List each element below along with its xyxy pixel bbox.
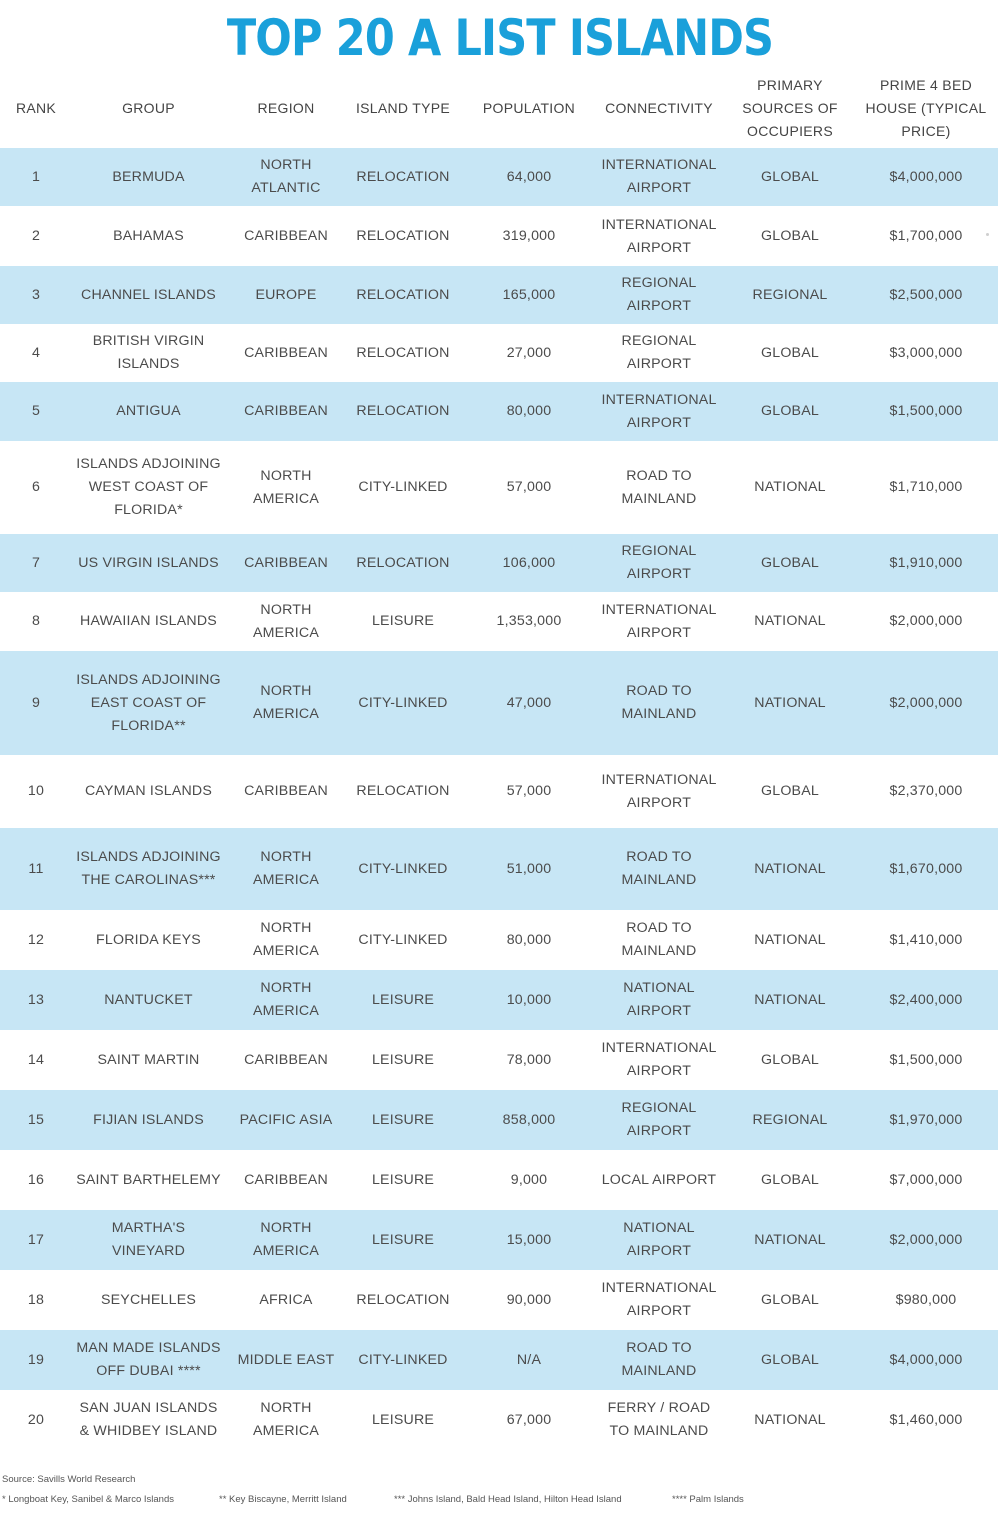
sources-cell: GLOBAL <box>761 1351 819 1368</box>
price-cell: $1,910,000 <box>889 554 963 571</box>
island-type-cell: RELOCATION <box>356 168 450 185</box>
population-cell: 319,000 <box>502 228 556 244</box>
island-type-cell: RELOCATION <box>356 783 450 799</box>
island-type-cell: CITY-LINKED <box>358 479 448 495</box>
rank-cell: 8 <box>31 613 41 629</box>
population-cell: 10,000 <box>506 991 552 1008</box>
sources-cell: GLOBAL <box>761 1171 819 1188</box>
sources-cell: GLOBAL <box>761 228 819 244</box>
table-row <box>0 382 998 441</box>
rank-cell: 19 <box>27 1351 45 1368</box>
group-cell: US VIRGIN ISLANDS <box>78 554 219 571</box>
island-type-cell: RELOCATION <box>356 554 450 571</box>
sources-cell: GLOBAL <box>761 1291 819 1308</box>
footnotes <box>2 1494 992 1508</box>
island-type-cell: LEISURE <box>371 1231 435 1248</box>
connectivity-cell: INTERNATIONAL AIRPORT <box>601 391 717 431</box>
group-cell: ISLANDS ADJOINING THE CAROLINAS*** <box>76 849 221 888</box>
table-header <box>0 70 1000 146</box>
connectivity-cell: ROAD TO MAINLAND <box>621 1340 697 1379</box>
table-row <box>0 1030 998 1090</box>
region-cell: NORTH AMERICA <box>252 849 320 888</box>
region-cell: AFRICA <box>259 1291 313 1308</box>
island-type-cell: RELOCATION <box>356 1291 450 1308</box>
group-cell: MAN MADE ISLANDS OFF DUBAI **** <box>76 1340 221 1379</box>
footnote-3: *** Johns Island, Bald Head Island, Hilton Head Island <box>394 1494 622 1505</box>
rank-cell: 11 <box>28 860 44 877</box>
connectivity-cell: REGIONAL AIRPORT <box>621 543 697 582</box>
connectivity-cell: INTERNATIONAL AIRPORT <box>601 157 717 196</box>
price-cell: $2,370,000 <box>889 783 963 799</box>
island-type-cell: LEISURE <box>371 613 435 629</box>
table-row <box>0 1150 998 1210</box>
table-row <box>0 324 998 382</box>
group-cell: SAINT BARTHELEMY <box>76 1171 221 1188</box>
rank-cell: 7 <box>31 554 41 571</box>
price-cell: $1,410,000 <box>889 931 963 948</box>
price-cell: $2,000,000 <box>889 1231 963 1248</box>
region-cell: CARIBBEAN <box>244 403 328 419</box>
population-cell: 47,000 <box>506 694 552 711</box>
region-cell: CARIBBEAN <box>244 1051 328 1068</box>
connectivity-cell: INTERNATIONAL AIRPORT <box>601 601 717 641</box>
table-row <box>0 148 998 206</box>
region-cell: CARIBBEAN <box>244 1171 328 1188</box>
group-cell: BAHAMAS <box>113 228 184 244</box>
group-cell: BRITISH VIRGIN ISLANDS <box>92 333 205 372</box>
connectivity-cell: ROAD TO MAINLAND <box>621 920 697 959</box>
header-prime-price: PRIME 4 BED HOUSE (TYPICAL PRICE) <box>865 76 987 139</box>
population-cell: 9,000 <box>510 1171 548 1188</box>
group-cell: SEYCHELLES <box>100 1291 197 1308</box>
group-cell: BERMUDA <box>112 168 185 185</box>
region-cell: CARIBBEAN <box>244 228 328 244</box>
connectivity-cell: NATIONAL AIRPORT <box>623 980 695 1019</box>
page-title: TOP 20 A LIST ISLANDS <box>226 9 774 67</box>
group-cell: CHANNEL ISLANDS <box>81 286 216 303</box>
region-cell: NORTH AMERICA <box>252 920 320 959</box>
population-cell: N/A <box>516 1351 542 1368</box>
group-cell: HAWAIIAN ISLANDS <box>80 613 217 629</box>
table-row <box>0 1090 998 1150</box>
region-cell: NORTH AMERICA <box>252 980 320 1019</box>
group-cell: ISLANDS ADJOINING EAST COAST OF FLORIDA** <box>76 671 221 734</box>
table-row <box>0 207 998 266</box>
group-cell: NANTUCKET <box>104 991 193 1008</box>
region-cell: NORTH ATLANTIC <box>251 157 321 196</box>
population-cell: 57,000 <box>506 479 552 495</box>
sources-cell: NATIONAL <box>754 1231 826 1248</box>
connectivity-cell: REGIONAL AIRPORT <box>621 333 697 372</box>
connectivity-cell: INTERNATIONAL AIRPORT <box>601 1280 717 1319</box>
header-group: GROUP <box>122 99 175 116</box>
rank-cell: 1 <box>31 168 41 185</box>
table-row <box>0 266 998 324</box>
connectivity-cell: LOCAL AIRPORT <box>601 1171 717 1188</box>
price-cell: $4,000,000 <box>889 168 963 185</box>
table-row <box>0 1210 998 1270</box>
sources-cell: GLOBAL <box>761 168 819 185</box>
table-row <box>0 651 998 755</box>
sources-cell: NATIONAL <box>754 479 826 495</box>
population-cell: 80,000 <box>506 931 552 948</box>
island-type-cell: LEISURE <box>371 991 435 1008</box>
rank-cell: 20 <box>27 1411 45 1428</box>
table-row <box>0 828 998 910</box>
sources-cell: REGIONAL <box>752 286 828 303</box>
price-cell: $1,970,000 <box>889 1111 963 1128</box>
island-type-cell: LEISURE <box>371 1411 435 1428</box>
island-type-cell: RELOCATION <box>356 344 450 361</box>
rank-cell: 9 <box>31 694 41 711</box>
price-cell: $1,670,000 <box>889 860 963 877</box>
group-cell: FLORIDA KEYS <box>96 931 201 948</box>
header-connectivity: CONNECTIVITY <box>605 99 713 116</box>
region-cell: PACIFIC ASIA <box>239 1111 333 1128</box>
sources-cell: GLOBAL <box>761 403 819 419</box>
rank-cell: 17 <box>27 1231 45 1248</box>
table-row <box>0 441 998 534</box>
region-cell: NORTH AMERICA <box>252 467 320 507</box>
header-island-type: ISLAND TYPE <box>355 99 451 116</box>
region-cell: NORTH AMERICA <box>252 1400 320 1439</box>
region-cell: CARIBBEAN <box>244 783 328 799</box>
rank-cell: 3 <box>31 286 41 303</box>
decorative-dot <box>986 233 989 236</box>
footnote-4: **** Palm Islands <box>672 1494 744 1505</box>
island-type-cell: CITY-LINKED <box>358 860 448 877</box>
population-cell: 15,000 <box>506 1231 552 1248</box>
header-region: REGION <box>257 99 315 116</box>
group-cell: ISLANDS ADJOINING WEST COAST OF FLORIDA* <box>76 456 221 518</box>
group-cell: MARTHA'S VINEYARD <box>111 1220 186 1259</box>
table-row <box>0 1330 998 1390</box>
island-type-cell: CITY-LINKED <box>358 1351 448 1368</box>
region-cell: NORTH AMERICA <box>252 683 320 722</box>
rank-cell: 4 <box>31 344 41 361</box>
island-type-cell: RELOCATION <box>356 228 450 244</box>
island-type-cell: LEISURE <box>371 1051 435 1068</box>
price-cell: $2,000,000 <box>889 613 963 629</box>
sources-cell: GLOBAL <box>761 554 819 571</box>
population-cell: 80,000 <box>506 403 552 419</box>
group-cell: CAYMAN ISLANDS <box>84 783 213 799</box>
island-type-cell: LEISURE <box>371 1111 435 1128</box>
footnote-2: ** Key Biscayne, Merritt Island <box>219 1494 347 1505</box>
table-row <box>0 1390 998 1450</box>
rank-cell: 2 <box>31 228 41 244</box>
population-cell: 51,000 <box>506 860 552 877</box>
connectivity-cell: ROAD TO MAINLAND <box>621 467 697 507</box>
connectivity-cell: REGIONAL AIRPORT <box>621 275 697 314</box>
table-row <box>0 534 998 592</box>
rank-cell: 15 <box>27 1111 45 1128</box>
price-cell: $1,710,000 <box>889 479 963 495</box>
population-cell: 106,000 <box>502 554 556 571</box>
price-cell: $2,500,000 <box>889 286 963 303</box>
sources-cell: GLOBAL <box>761 344 819 361</box>
table-row <box>0 592 998 651</box>
rank-cell: 16 <box>27 1171 45 1188</box>
population-cell: 90,000 <box>506 1291 552 1308</box>
price-cell: $1,500,000 <box>889 403 963 419</box>
price-cell: $1,700,000 <box>889 228 963 244</box>
population-cell: 858,000 <box>502 1111 556 1128</box>
header-primary-sources: PRIMARY SOURCES OF OCCUPIERS <box>742 76 838 139</box>
sources-cell: REGIONAL <box>752 1111 828 1128</box>
region-cell: NORTH AMERICA <box>252 601 320 641</box>
population-cell: 78,000 <box>506 1051 552 1068</box>
population-cell: 67,000 <box>506 1411 552 1428</box>
rank-cell: 6 <box>31 479 41 495</box>
sources-cell: NATIONAL <box>754 613 826 629</box>
footnote-1: * Longboat Key, Sanibel & Marco Islands <box>2 1494 174 1505</box>
island-type-cell: RELOCATION <box>356 286 450 303</box>
group-cell: FIJIAN ISLANDS <box>93 1111 204 1128</box>
rank-cell: 10 <box>27 783 45 799</box>
group-cell: SAN JUAN ISLANDS & WHIDBEY ISLAND <box>79 1400 218 1439</box>
connectivity-cell: FERRY / ROAD TO MAINLAND <box>607 1400 711 1439</box>
price-cell: $7,000,000 <box>889 1171 963 1188</box>
sources-cell: NATIONAL <box>754 860 826 877</box>
region-cell: MIDDLE EAST <box>237 1351 335 1368</box>
sources-cell: NATIONAL <box>754 694 826 711</box>
rank-cell: 18 <box>27 1291 45 1308</box>
price-cell: $4,000,000 <box>889 1351 963 1368</box>
source-note: Source: Savills World Research <box>2 1474 136 1485</box>
population-cell: 1,353,000 <box>496 613 562 629</box>
group-cell: ANTIGUA <box>116 403 181 419</box>
island-type-cell: CITY-LINKED <box>358 931 448 948</box>
population-cell: 27,000 <box>506 344 552 361</box>
sources-cell: GLOBAL <box>761 783 819 799</box>
island-type-cell: RELOCATION <box>356 403 450 419</box>
population-cell: 165,000 <box>502 286 556 303</box>
connectivity-cell: INTERNATIONAL AIRPORT <box>601 216 717 256</box>
region-cell: CARIBBEAN <box>244 344 328 361</box>
connectivity-cell: REGIONAL AIRPORT <box>621 1100 697 1139</box>
island-type-cell: LEISURE <box>371 1171 435 1188</box>
connectivity-cell: INTERNATIONAL AIRPORT <box>601 1040 717 1079</box>
header-population: POPULATION <box>482 99 576 116</box>
table-row <box>0 755 998 828</box>
table-row <box>0 970 998 1030</box>
region-cell: CARIBBEAN <box>244 554 328 571</box>
price-cell: $1,500,000 <box>889 1051 963 1068</box>
header-rank: RANK <box>15 99 57 116</box>
connectivity-cell: NATIONAL AIRPORT <box>623 1220 695 1259</box>
island-type-cell: CITY-LINKED <box>358 694 448 711</box>
price-cell: $980,000 <box>895 1291 957 1308</box>
sources-cell: NATIONAL <box>754 1411 826 1428</box>
rank-cell: 14 <box>27 1051 45 1068</box>
region-cell: NORTH AMERICA <box>252 1220 320 1259</box>
population-cell: 64,000 <box>506 168 552 185</box>
price-cell: $2,400,000 <box>889 991 963 1008</box>
connectivity-cell: INTERNATIONAL AIRPORT <box>601 771 717 811</box>
rank-cell: 13 <box>27 991 45 1008</box>
price-cell: $2,000,000 <box>889 694 963 711</box>
connectivity-cell: ROAD TO MAINLAND <box>621 683 697 722</box>
group-cell: SAINT MARTIN <box>97 1051 200 1068</box>
table-row <box>0 1270 998 1330</box>
rank-cell: 5 <box>31 403 41 419</box>
sources-cell: GLOBAL <box>761 1051 819 1068</box>
sources-cell: NATIONAL <box>754 931 826 948</box>
rank-cell: 12 <box>27 931 45 948</box>
price-cell: $3,000,000 <box>889 344 963 361</box>
sources-cell: NATIONAL <box>754 991 826 1008</box>
table-row <box>0 910 998 970</box>
price-cell: $1,460,000 <box>889 1411 963 1428</box>
region-cell: EUROPE <box>255 286 317 303</box>
population-cell: 57,000 <box>506 783 552 799</box>
connectivity-cell: ROAD TO MAINLAND <box>621 849 697 888</box>
